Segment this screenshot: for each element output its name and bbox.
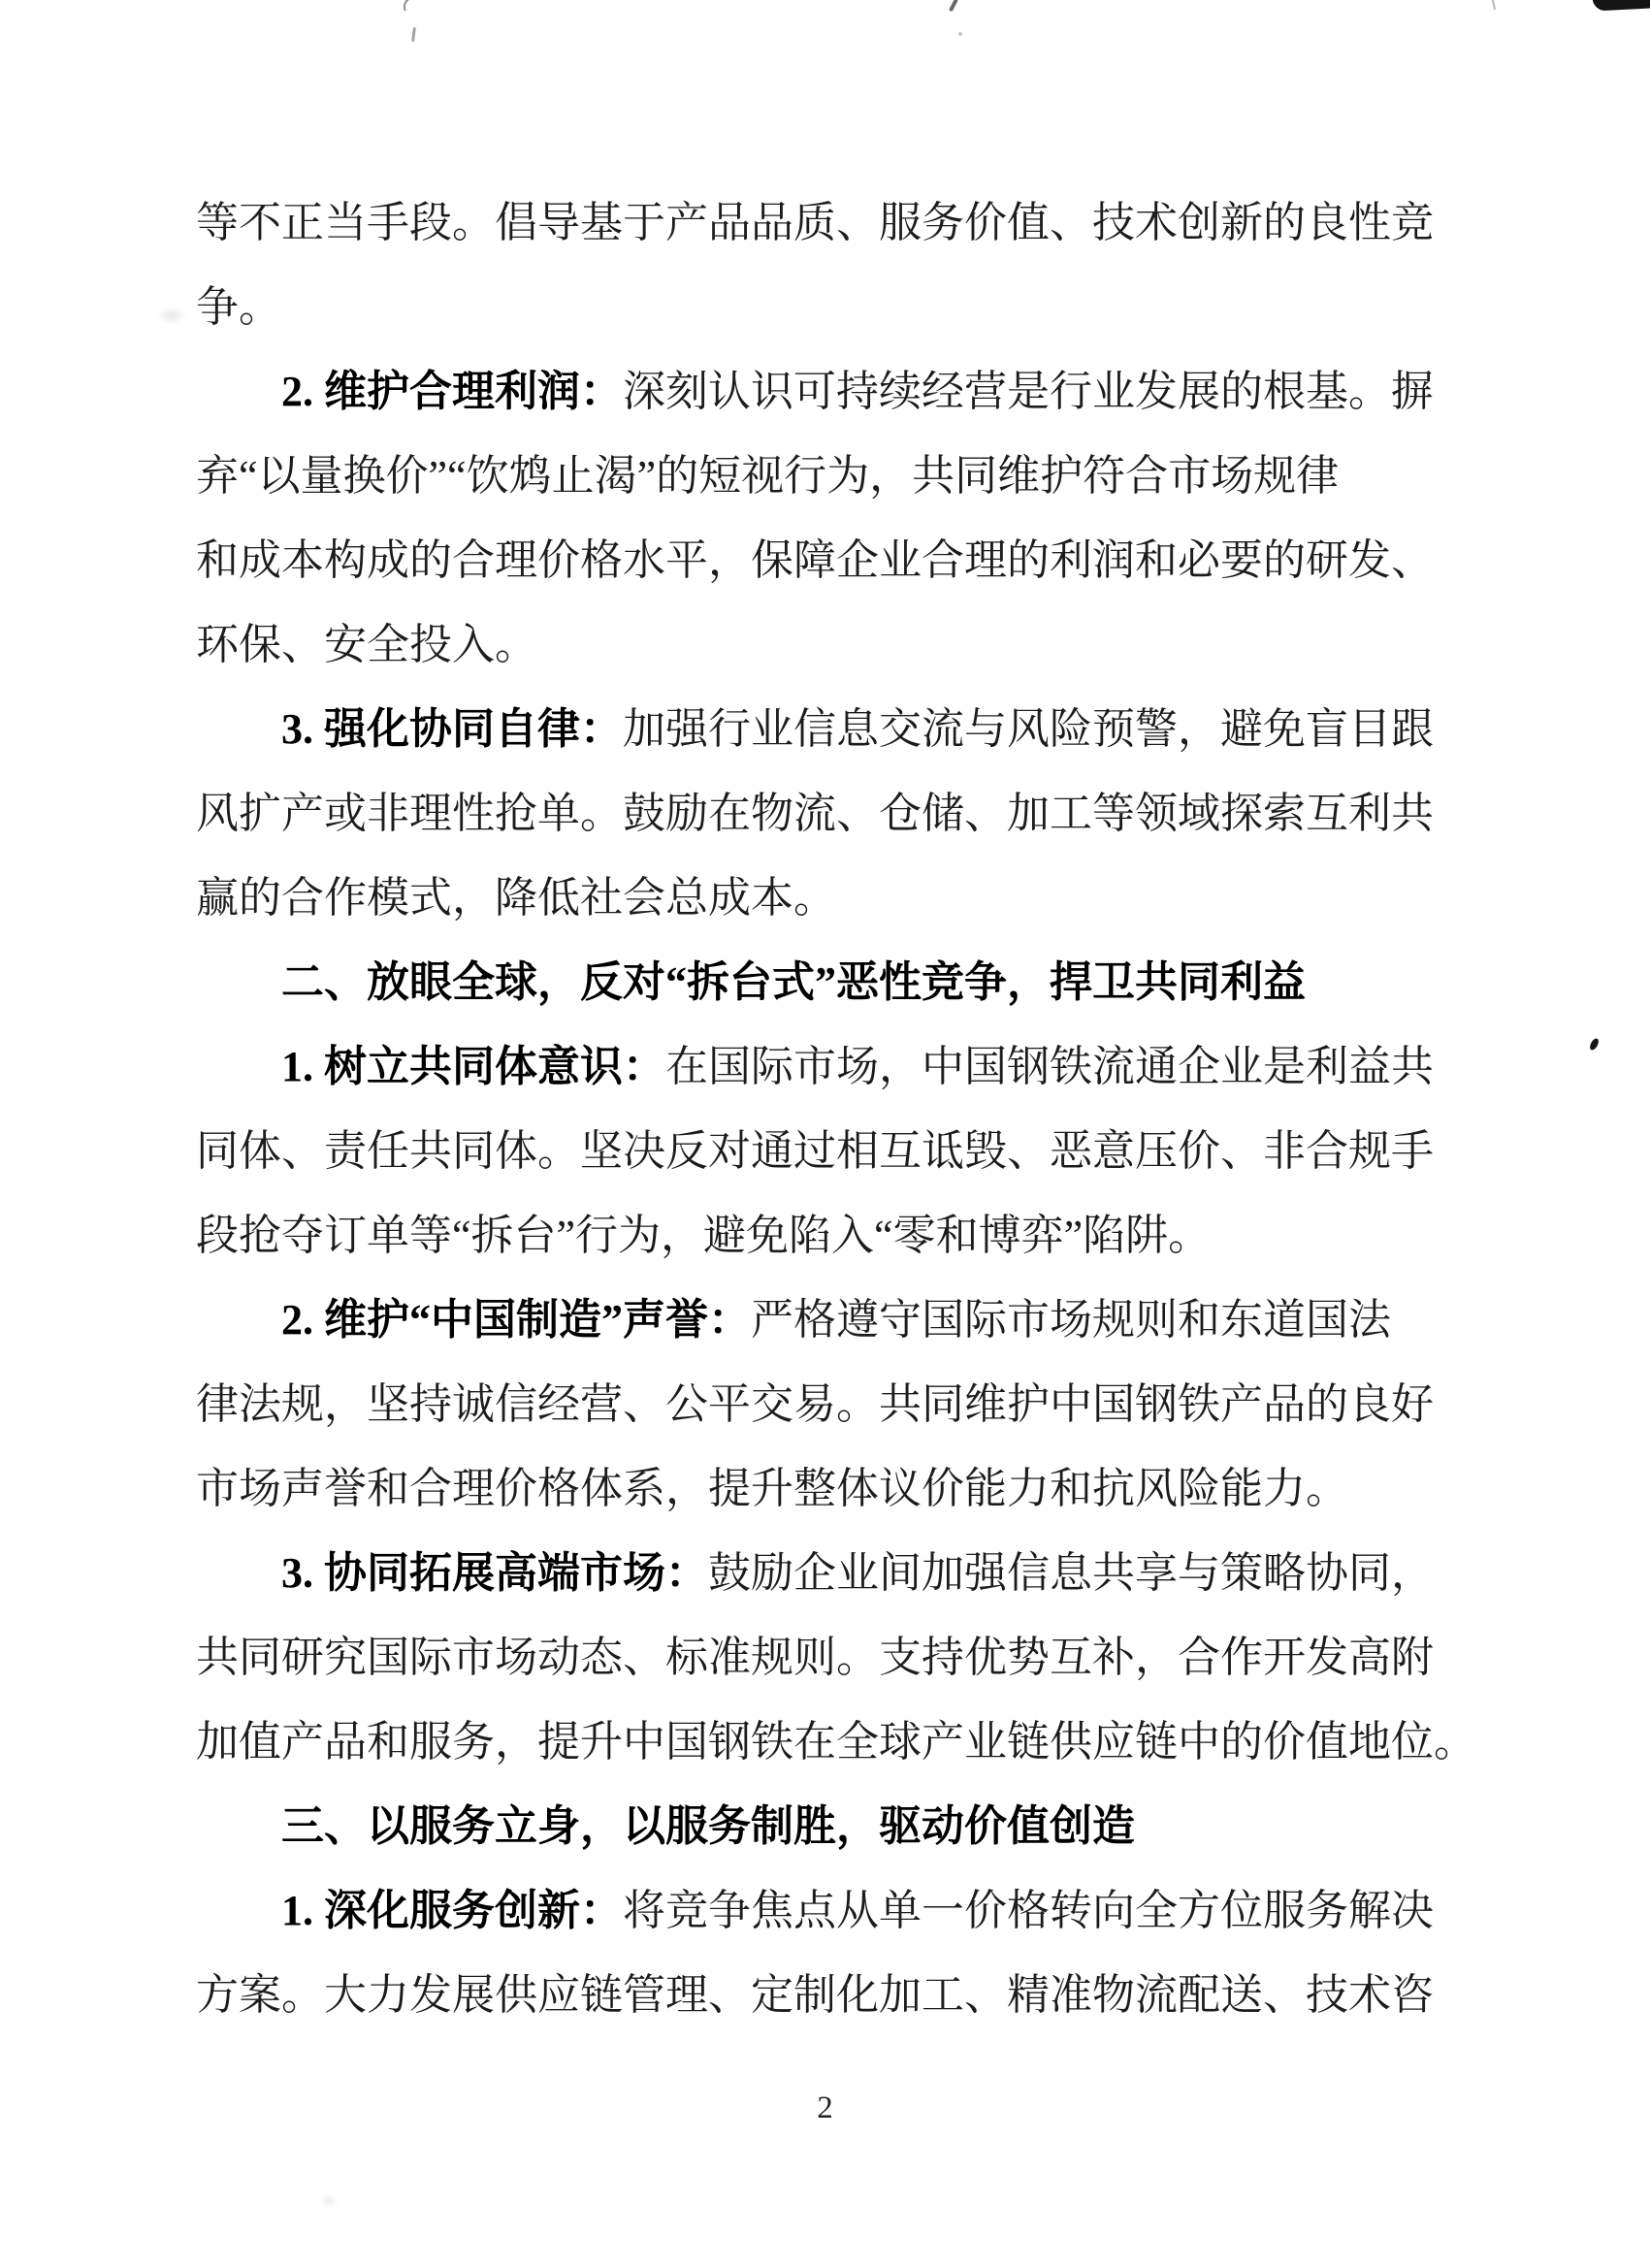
- scan-mark-slash: [949, 0, 958, 12]
- bold-text-segment: 2. 维护合理利润：: [281, 368, 623, 415]
- scan-mark-tick: [1492, 0, 1496, 10]
- text-line: [196, 602, 1442, 687]
- text-segment: 加值产品和服务，提升中国钢铁在全球产业链供应链中的价值地位。: [196, 1718, 1476, 1766]
- section-heading: [196, 1784, 1442, 1868]
- text-segment: 段抢夺订单等“拆台”行为，避免陷入“零和博弈”陷阱。: [196, 1212, 1212, 1259]
- text-line: [196, 180, 1442, 265]
- text-segment: 风扩产或非理性抢单。鼓励在物流、仓储、加工等领域探索互利共: [196, 790, 1434, 837]
- text-line: [196, 1700, 1476, 1784]
- text-segment: 同体、责任共同体。坚决反对通过相互诋毁、恶意压价、非合规手: [196, 1127, 1434, 1175]
- bold-text-segment: 三、以服务立身，以服务制胜，驱动价值创造: [281, 1802, 1135, 1850]
- bold-text-segment: 3. 协同拓展高端市场：: [281, 1549, 708, 1597]
- scan-smudge: [157, 307, 186, 324]
- paragraph: [196, 687, 1442, 940]
- text-line: [196, 1531, 1442, 1615]
- text-line: [196, 1362, 1442, 1446]
- document-text: [196, 180, 1476, 2037]
- paragraph: [196, 1868, 1442, 2037]
- text-segment: 方案。大力发展供应链管理、定制化加工、精准物流配送、技术咨: [196, 1971, 1434, 2019]
- bold-text-segment: 3. 强化协同自律：: [281, 705, 623, 753]
- text-line: [196, 856, 1442, 940]
- text-line: [196, 1446, 1442, 1531]
- text-line: [196, 349, 1442, 434]
- text-segment: 弃“以量换价”“饮鸩止渴”的短视行为，共同维护符合市场规律: [196, 452, 1340, 500]
- text-line: [196, 1953, 1442, 2037]
- paragraph: [196, 180, 1442, 349]
- text-segment: 将竞争焦点从单一价格转向全方位服务解决: [623, 1887, 1434, 1934]
- text-line: [196, 1024, 1442, 1109]
- text-line: [196, 518, 1442, 602]
- text-line: [196, 1278, 1442, 1362]
- text-segment: 严格遵守国际市场规则和东道国法: [751, 1296, 1391, 1344]
- text-segment: 共同研究国际市场动态、标准规则。支持优势互补，合作开发高附: [196, 1634, 1434, 1681]
- text-line: [196, 1615, 1442, 1700]
- text-line: [196, 687, 1442, 771]
- scan-mark-dot: [958, 32, 962, 36]
- paragraph: [196, 1278, 1442, 1531]
- text-segment: 赢的合作模式，降低社会总成本。: [196, 874, 836, 922]
- text-segment: 市场声誉和合理价格体系，提升整体议价能力和抗风险能力。: [196, 1465, 1348, 1512]
- bold-text-segment: 1. 树立共同体意识：: [281, 1043, 665, 1090]
- text-line: [196, 771, 1442, 856]
- text-segment: 环保、安全投入。: [196, 621, 537, 668]
- text-line: [196, 1784, 1442, 1868]
- text-line: [196, 1868, 1442, 1953]
- text-line: [196, 1193, 1442, 1278]
- page-number: 2: [817, 2090, 833, 2125]
- paragraph: [196, 349, 1442, 687]
- text-segment: 鼓励企业间加强信息共享与策略协同，: [708, 1549, 1434, 1597]
- scan-corner-mark: [1593, 0, 1650, 12]
- text-segment: 争。: [196, 283, 281, 331]
- text-segment: 等不正当手段。倡导基于产品品质、服务价值、技术创新的良性竞: [196, 199, 1434, 246]
- bold-text-segment: 2. 维护“中国制造”声誉：: [281, 1296, 751, 1344]
- bold-text-segment: 二、放眼全球，反对“拆台式”恶性竞争，捍卫共同利益: [281, 958, 1306, 1006]
- paragraph: [196, 1024, 1442, 1278]
- text-line: [196, 1109, 1442, 1193]
- text-segment: 律法规，坚持诚信经营、公平交易。共同维护中国钢铁产品的良好: [196, 1380, 1434, 1428]
- text-segment: 和成本构成的合理价格水平，保障企业合理的利润和必要的研发、: [196, 536, 1434, 584]
- section-heading: [196, 940, 1442, 1024]
- scan-ink-dot: [1588, 1037, 1601, 1052]
- scan-mark-arc: [402, 0, 423, 17]
- text-segment: 深刻认识可持续经营是行业发展的根基。摒: [623, 368, 1434, 415]
- scan-smudge: [320, 2194, 338, 2208]
- paragraph: [196, 1531, 1476, 1784]
- text-line: [196, 265, 1442, 349]
- bold-text-segment: 1. 深化服务创新：: [281, 1887, 623, 1934]
- text-line: [196, 434, 1442, 518]
- scan-mark-slash: [411, 27, 415, 42]
- text-segment: 加强行业信息交流与风险预警，避免盲目跟: [623, 705, 1434, 753]
- text-line: [196, 940, 1442, 1024]
- text-segment: 在国际市场，中国钢铁流通企业是利益共: [665, 1043, 1434, 1090]
